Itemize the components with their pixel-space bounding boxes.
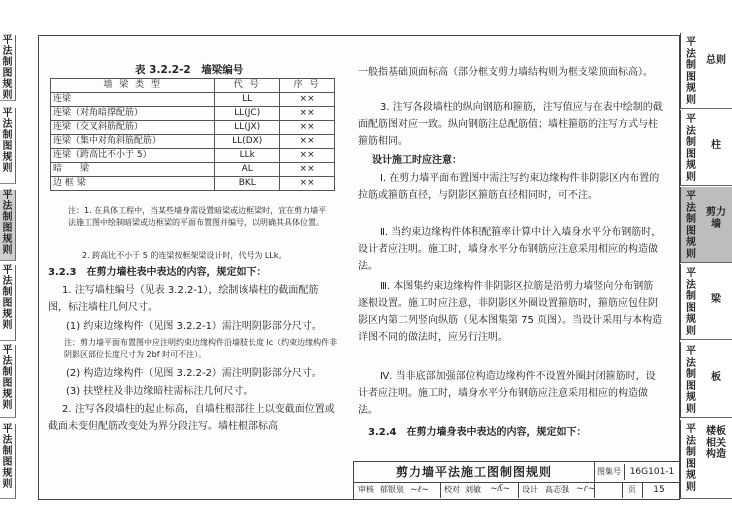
right-tab-rule-label: 平法制图规则 [686, 424, 696, 493]
table-header: 墙 梁 类 型 [51, 79, 215, 93]
right-tab-rule-label: 平法制图规则 [686, 346, 696, 415]
left-tab-label: 平法制图规则 [2, 35, 13, 101]
table-cell: LLk [215, 149, 280, 163]
table-cell: 边 框 梁 [51, 177, 215, 191]
right-tab-rule-label: 平法制图规则 [686, 191, 696, 260]
right-tab-topic: 剪力墙 [706, 207, 726, 230]
section-3-2-4-heading: 3.2.4 在剪力墙身表中表达的内容，规定如下： [368, 427, 587, 438]
paragraph-continuation: 一般指基础顶面标高（部分框支剪力墙结构则为框支梁顶面标高）。 [358, 67, 653, 78]
table-cell: ×× [280, 135, 335, 149]
left-tab-label: 平法制图规则 [2, 190, 13, 256]
table-cell: 连梁（跨高比不小于 5） [51, 149, 215, 163]
note-iv: Ⅳ. 当非底部加强部位构造边缘构件不设置外圈封闭箍筋时，设计者应注明。施工时，墙身水平分布钢筋应注意采用相应的构造做法。 [358, 371, 656, 416]
title-block [353, 461, 679, 499]
table-cell: LL(JX) [215, 121, 280, 135]
right-tab-rule-label: 平法制图规则 [686, 114, 696, 183]
note-ii: Ⅱ. 当约束边缘构件体积配箍率计算中计入墙身水平分布钢筋时，设计者应注明。施工时，墙身水平分布钢筋应注意采用相应的构造做法。 [358, 227, 662, 272]
wall-beam-table [50, 78, 335, 191]
left-tab-label: 平法制图规则 [2, 108, 13, 174]
left-tab-4[interactable] [0, 265, 16, 341]
right-tab-rule-label: 平法制图规则 [686, 37, 696, 106]
left-tab-2[interactable] [0, 108, 16, 184]
table-header: 序 号 [280, 79, 335, 93]
right-tab-general[interactable] [680, 33, 732, 109]
design-notes-heading: 设计施工时应注意： [372, 155, 462, 166]
table-cell: 暗 梁 [51, 163, 215, 177]
table-note-1: 注：1. 在具体工程中，当某些墙身需设置暗梁或边框梁时，宜在剪力墙平法施工图中绘制暗梁或边框梁的平面布置图并编号，以明确其具体位置。 [68, 206, 327, 227]
right-tab-beam[interactable] [680, 264, 732, 340]
table-cell: 连梁（集中对角斜筋配筋） [51, 135, 215, 149]
checker-name: 刘敏 [465, 485, 481, 494]
table-cell: ×× [280, 163, 335, 177]
table-row [51, 121, 335, 135]
right-tab-topic: 板 [711, 372, 721, 383]
table-cell: ×× [280, 93, 335, 107]
table-cell: LL(JC) [215, 107, 280, 121]
right-tab-rule-label: 平法制图规则 [686, 268, 696, 337]
table-cell: ×× [280, 149, 335, 163]
divider [642, 482, 643, 498]
left-tab-6[interactable] [0, 424, 16, 499]
table-cell: LL(DX) [215, 135, 280, 149]
divider [622, 482, 623, 498]
table-row [51, 107, 335, 121]
table-row [51, 163, 335, 177]
page-label: 页 [628, 485, 636, 494]
page-number: 15 [653, 485, 665, 495]
atlas-number: 16G101-1 [629, 467, 675, 477]
design-label: 设计 [522, 485, 538, 494]
table-cell: ×× [280, 107, 335, 121]
paragraph-item-1: 1. 注写墙柱编号（见表 3.2.2-1），绘制该墙柱的截面配筋图，标注墙柱几何尺寸。 [48, 285, 319, 313]
table-header-row [51, 79, 335, 93]
table-cell: 连梁（交叉斜筋配筋） [51, 121, 215, 135]
atlas-label: 图集号 [594, 464, 625, 480]
paragraph-item-2: 2. 注写各段墙柱的起止标高，自墙柱根部往上以变截面位置或截面未变但配筋改变处为界分段注写。墙柱根部标高 [48, 404, 335, 432]
table-row [51, 135, 335, 149]
paragraph-item-1b: (2) 构造边缘构件（见图 3.2.2-2）需注明阴影部分尺寸。 [66, 368, 322, 379]
section-3-2-3-heading: 3.2.3 在剪力墙柱表中表达的内容，规定如下： [48, 267, 267, 278]
note-i: Ⅰ. 在剪力墙平面布置图中需注写约束边缘构件非阴影区内布置的拉筋或箍筋直径，与阴影区箍筋直径相同时，可不注。 [358, 173, 660, 201]
divider [518, 482, 519, 498]
table-cell: LL [215, 93, 280, 107]
table-header: 代 号 [215, 79, 280, 93]
table-note-2: 2. 跨高比不小于 5 的连梁按框架梁设计时，代号为 LLk。 [82, 251, 287, 260]
right-tab-topic: 楼板相关构造 [706, 426, 726, 460]
left-tab-5[interactable] [0, 345, 16, 418]
table-row [51, 177, 335, 191]
right-tab-topic: 柱 [711, 140, 721, 151]
left-tab-3[interactable] [0, 190, 16, 261]
signature-row [354, 482, 679, 498]
divider [594, 482, 595, 498]
paragraph-item-1a: (1) 约束边缘构件（见图 3.2.2-1）需注明阴影部分尺寸。 [66, 321, 322, 332]
table-cell: 连梁（对角暗撑配筋） [51, 107, 215, 121]
designer-name: 高志强 [545, 485, 569, 494]
right-tab-topic: 梁 [711, 294, 721, 305]
right-tab-column[interactable] [680, 110, 732, 186]
designer-signature-icon: ~ɾ~ [576, 484, 596, 494]
left-tab-label: 平法制图规则 [2, 424, 13, 490]
review-label: 审核 [358, 485, 374, 494]
left-tab-label: 平法制图规则 [2, 345, 13, 411]
table-title: 表 3.2.2-2 墙梁编号 [135, 64, 244, 76]
table-row [51, 93, 335, 107]
table-cell: BKL [215, 177, 280, 191]
right-tab-slab-related[interactable] [680, 420, 732, 499]
paragraph-item-3: 3. 注写各段墙柱的纵向钢筋和箍筋，注写值应与在表中绘制的截面配筋图对应一致。纵向钢筋注总配筋值；墙柱箍筋的注写方式与柱箍筋相同。 [358, 102, 663, 147]
left-tab-1[interactable] [0, 35, 16, 101]
checker-signature-icon: ~ʎ~ [490, 484, 511, 494]
drawing-title: 剪力墙平法施工图制图规则 [354, 462, 595, 483]
table-cell: AL [215, 163, 280, 177]
reviewer-name: 郁银泉 [380, 485, 404, 494]
table-cell: 连梁 [51, 93, 215, 107]
table-cell: ×× [280, 121, 335, 135]
table-cell: ×× [280, 177, 335, 191]
right-tab-slab[interactable] [680, 342, 732, 418]
table-row [51, 149, 335, 163]
paragraph-item-1a-note: 注：剪力墙平面布置图中应注明约束边缘构件沿墙肢长度 lc（约束边缘构件非阴影区部位长度尺寸为 2bf 时可不注）。 [64, 338, 338, 359]
paragraph-item-1c: (3) 扶壁柱及非边缘暗柱需标注几何尺寸。 [66, 386, 254, 397]
right-tab-shear-wall[interactable] [680, 187, 732, 263]
note-iii: Ⅲ. 本图集约束边缘构件非阴影区拉筋是沿剪力墙竖向分布钢筋逐根设置。施工时应注意，非阴影区外圈设置箍筋时，箍筋应包住阴影区内第二列竖向纵筋（见本图集第 75 页图）。当设计采用与本构造详图不同的做法时，应另行注明。 [358, 281, 663, 343]
reviewer-signature-icon: ~ℓ~ [410, 485, 429, 495]
left-tab-label: 平法制图规则 [2, 265, 13, 331]
right-tab-topic: 总则 [706, 55, 726, 66]
divider [440, 482, 441, 498]
check-label: 校对 [444, 485, 460, 494]
